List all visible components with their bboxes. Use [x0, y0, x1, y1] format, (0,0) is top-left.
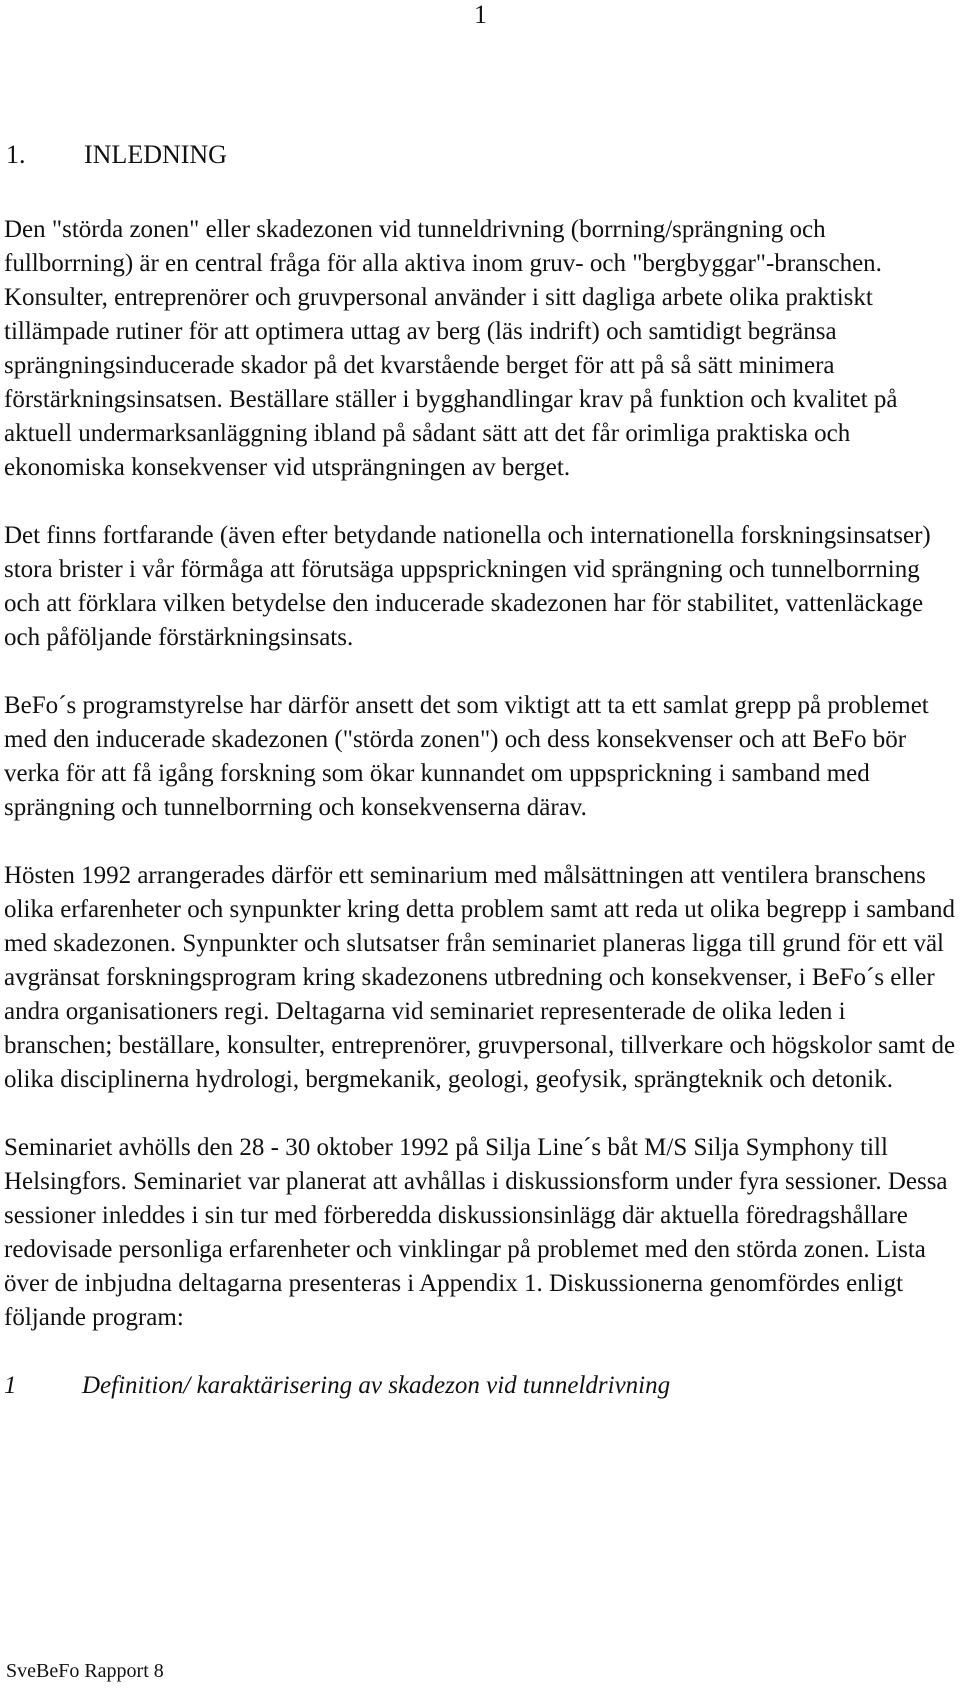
program-item-number: 1: [4, 1372, 17, 1399]
section-heading: [6, 140, 227, 170]
paragraph-seminar-details: Seminariet avhölls den 28 - 30 oktober 1992 på Silja Line´s båt M/S Silja Symphony till Helsingfors. Seminariet var planerat att avhållas i diskussionsform under fyra sessioner. Dessa sessioner inleddes i sin tur med förberedda diskussionsinlägg där aktuella föredragshållare redovisade personliga erfarenheter och vinklingar på problemet med den störda zonen. Lista över de inbjudna deltagarna presenteras i Appendix 1. Diskussionerna genomfördes enligt följande program:: [4, 1134, 948, 1331]
section-number: 1.: [6, 140, 26, 169]
paragraph-research-gaps: Det finns fortfarande (även efter betydande nationella och internationella forskningsinsatser) stora brister i vår förmåga att förutsäga uppsprickningen vid sprängning och tunnelborrning och att förklara vilken betydelse den inducerade skadezonen har för stabilitet, vattenläckage och påföljande förstärkningsinsats.: [4, 522, 931, 651]
program-item: [4, 1369, 956, 1403]
footer: SveBeFo Rapport 8: [6, 1660, 164, 1682]
paragraph-intro: Den "störda zonen" eller skadezonen vid tunneldrivning (borrning/sprängning och fullborrning) är en central fråga för alla aktiva inom gruv- och "bergbyggar"-branschen. Konsulter, entreprenörer och gruvpersonal använder i sitt dagliga arbete olika praktiskt tillämpade rutiner för att optimera uttag av berg (läs indrift) och samtidigt begränsa sprängningsinducerade skador på det kvarstående berget för att på så sätt minimera förstärkningsinsatsen. Beställare ställer i bygghandlingar krav på funktion och kvalitet på aktuell undermarksanläggning ibland på sådant sätt att det får orimliga praktiska och ekonomiska konsekvenser vid utsprängningen av berget.: [4, 216, 898, 481]
paragraph-seminar-1992: Hösten 1992 arrangerades därför ett seminarium med målsättningen att ventilera branschens olika erfarenheter och synpunkter kring detta problem samt att reda ut olika begrepp i samband med skadezonen. Synpunkter och slutsatser från seminariet planeras ligga till grund för ett väl avgränsat forskningsprogram kring skadezonens utbredning och konsekvenser, i BeFo´s eller andra organisationers regi. Deltagarna vid seminariet representerade de olika leden i branschen; beställare, konsulter, entreprenörer, gruvpersonal, tillverkare och högskolor samt de olika disciplinerna hydrologi, bergmekanik, geologi, geofysik, sprängteknik och detonik.: [4, 862, 956, 1093]
body-text: [4, 213, 956, 1403]
section-title: INLEDNING: [84, 140, 227, 169]
program-item-text: Definition/ karaktärisering av skadezon vid tunneldrivning: [82, 1372, 671, 1399]
page-number: 1: [474, 0, 487, 29]
paragraph-befo-board: BeFo´s programstyrelse har därför ansett det som viktigt att ta ett samlat grepp på problemet med den inducerade skadezonen ("störda zonen") och dess konsekvenser och att BeFo bör verka för att få igång forskning som ökar kunnandet om uppsprickning i samband med sprängning och tunnelborrning och konsekvenserna därav.: [4, 692, 929, 821]
